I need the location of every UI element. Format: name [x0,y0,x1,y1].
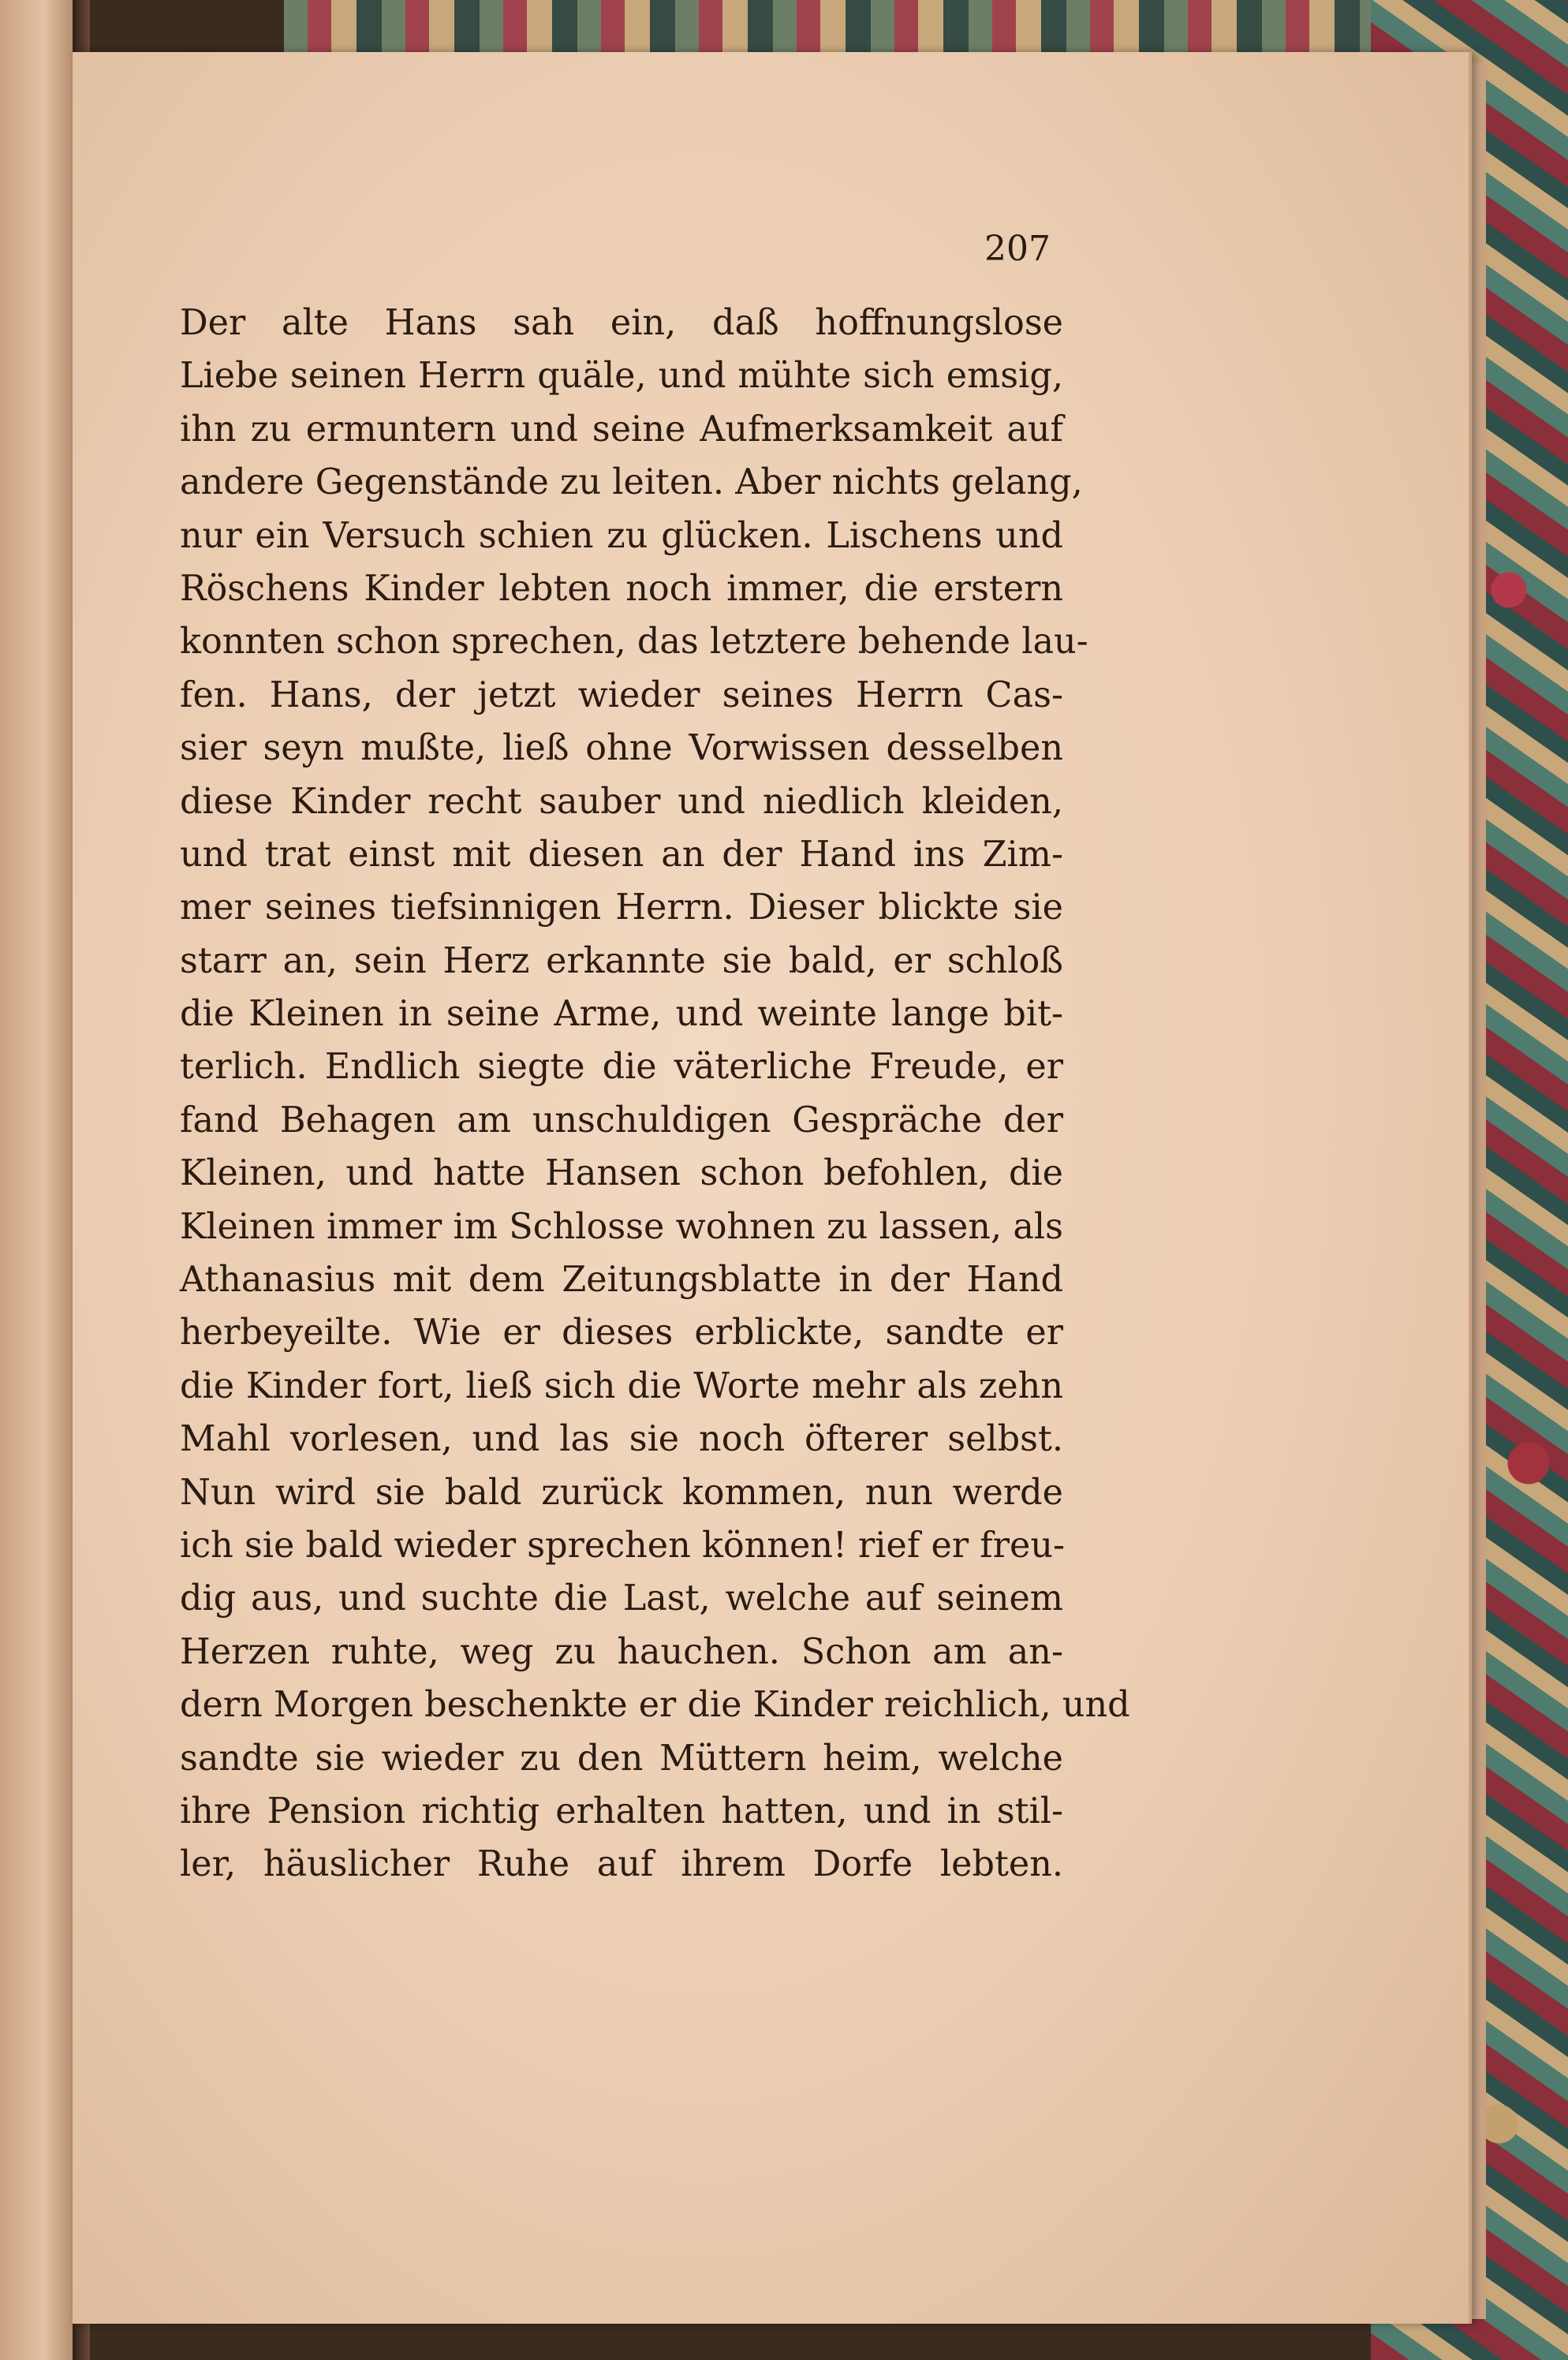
text-line: Kleinen, und hatte Hansen schon befohlen, die [180,1153,1063,1194]
text-line: ich sie bald wieder sprechen können! rief er freu- [180,1525,1066,1566]
text-line: dig aus, und suchte die Last, welche auf seinem [180,1578,1063,1619]
text-line: diese Kinder recht sauber und niedlich kleiden, [180,781,1063,822]
text-line: herbeyeilte. Wie er dieses erblickte, sandte er [180,1313,1063,1354]
text-line: ler, häuslicher Ruhe auf ihrem Dorfe lebten. [180,1844,1063,1885]
text-line: starr an, sein Herz erkannte sie bald, er schloß [180,940,1063,981]
text-line: ihre Pension richtig erhalten hatten, und in stil- [180,1791,1063,1832]
text-line: Liebe seinen Herrn quäle, und mühte sich emsig, [180,356,1063,397]
text-line: sier seyn mußte, ließ ohne Vorwissen desselben [180,728,1063,769]
text-line: ihn zu ermuntern und seine Aufmerksamkeit auf [180,409,1063,450]
text-line: Der alte Hans sah ein, daß hoffnungslose [180,303,1063,343]
text-line: die Kinder fort, ließ sich die Worte mehr als zehn [180,1365,1063,1406]
text-line: sandte sie wieder zu den Müttern heim, welche [180,1738,1063,1779]
left-page-edge [0,0,75,2360]
text-line: mer seines tiefsinnigen Herrn. Dieser blickte sie [180,887,1063,928]
text-line: andere Gegenstände zu leiten. Aber nichts gelang, [180,462,1083,503]
text-line: Röschens Kinder lebten noch immer, die erstern [180,568,1063,609]
text-line: und trat einst mit diesen an der Hand ins Zim- [180,834,1063,875]
text-line: terlich. Endlich siegte die väterliche Freude, er [180,1047,1063,1088]
text-line: die Kleinen in seine Arme, und weinte lange bit- [180,994,1063,1035]
text-line: Nun wird sie bald zurück kommen, nun werde [180,1472,1063,1513]
text-line: Athanasius mit dem Zeitungsblatte in der Hand [180,1260,1063,1301]
body-text [180,297,1130,1891]
text-line: nur ein Versuch schien zu glücken. Lischens und [180,515,1063,556]
page-number: 207 [984,229,1051,269]
text-line: Herzen ruhte, weg zu hauchen. Schon am an- [180,1631,1063,1672]
text-line: fand Behagen am unschuldigen Gespräche der [180,1100,1063,1141]
text-line: Kleinen immer im Schlosse wohnen zu lassen, als [180,1206,1063,1247]
text-line: konnten schon sprechen, das letztere behende lau- [180,622,1088,663]
text-line: dern Morgen beschenkte er die Kinder reichlich, und [180,1685,1130,1726]
text-line: fen. Hans, der jetzt wieder seines Herrn Cas- [180,674,1063,715]
text-line: Mahl vorlesen, und las sie noch öfterer selbst. [180,1419,1063,1460]
